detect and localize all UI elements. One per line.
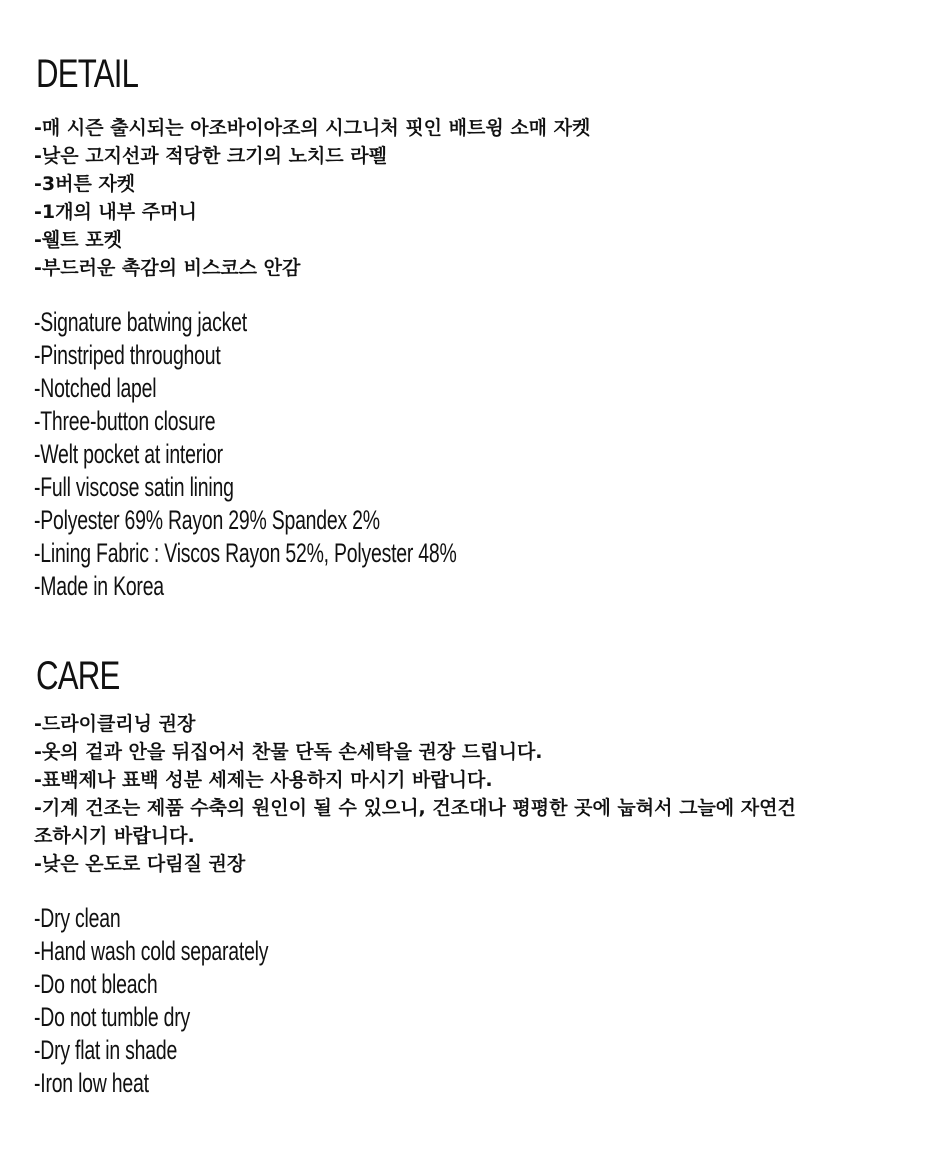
list-item: -Three-button closure (34, 406, 216, 436)
list-item: -Dry clean (34, 903, 121, 933)
list-item: -Made in Korea (34, 571, 164, 601)
list-item: -3버튼 자켓 (34, 173, 136, 195)
list-item: -Signature batwing jacket (34, 307, 247, 337)
detail-korean-list (34, 114, 590, 282)
list-item: -Pinstriped throughout (34, 340, 221, 370)
list-item: -Do not bleach (34, 969, 158, 999)
list-item: -표백제나 표백 성분 세제는 사용하지 마시기 바랍니다. (34, 769, 493, 791)
list-item: -Hand wash cold separately (34, 936, 269, 966)
list-item: -Notched lapel (34, 373, 157, 403)
list-item: -낮은 고지선과 적당한 크기의 노치드 라펠 (34, 145, 387, 167)
list-item: -Iron low heat (34, 1068, 149, 1098)
list-item: -부드러운 촉감의 비스코스 안감 (34, 257, 301, 279)
care-english-list (34, 902, 359, 1100)
list-item: -Dry flat in shade (34, 1035, 178, 1065)
list-item: -1개의 내부 주머니 (34, 201, 197, 223)
list-item: -Polyester 69% Rayon 29% Spandex 2% (34, 505, 380, 535)
care-korean-list (34, 710, 814, 878)
list-item: -매 시즌 출시되는 아조바이아조의 시그니처 핏인 배트윙 소매 자켓 (34, 117, 591, 139)
list-item: -옷의 겉과 안을 뒤집어서 찬물 단독 손세탁을 권장 드립니다. (34, 741, 543, 763)
detail-english-list (34, 306, 621, 603)
detail-heading: DETAIL (36, 52, 139, 96)
list-item: -기계 건조는 제품 수축의 원인이 될 수 있으니, 건조대나 평평한 곳에 눕혀서 그늘에 자연건조하시기 바랍니다. (34, 797, 796, 847)
list-item: -드라이클리닝 권장 (34, 713, 196, 735)
list-item: -Welt pocket at interior (34, 439, 223, 469)
list-item: -웰트 포켓 (34, 229, 122, 251)
list-item: -낮은 온도로 다림질 권장 (34, 853, 246, 875)
list-item: -Full viscose satin lining (34, 472, 234, 502)
list-item: -Do not tumble dry (34, 1002, 191, 1032)
list-item: -Lining Fabric : Viscos Rayon 52%, Polyester 48% (34, 538, 457, 568)
care-heading: CARE (36, 654, 120, 698)
